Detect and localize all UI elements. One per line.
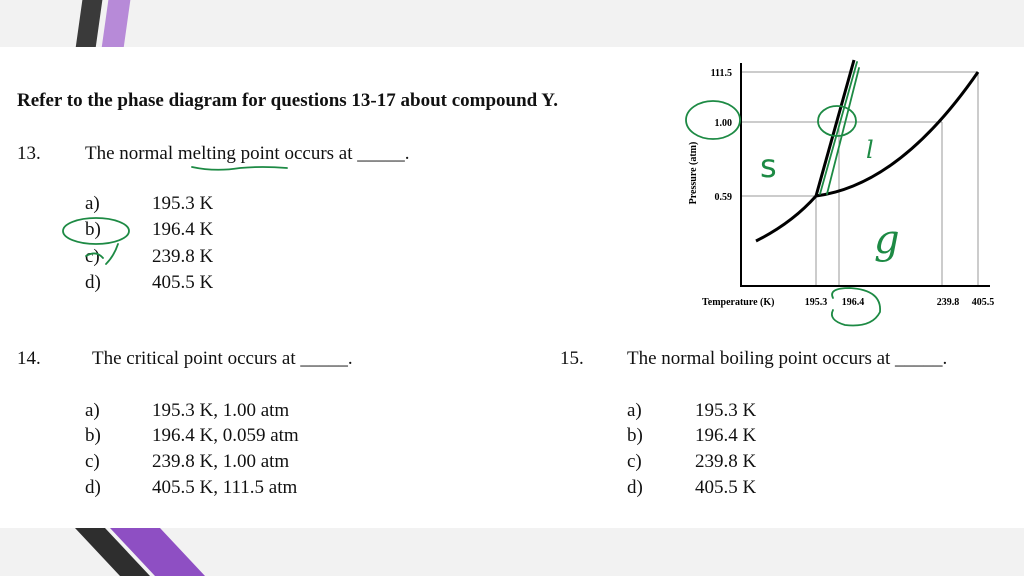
q15-option-c-text[interactable]: 239.8 K	[695, 451, 757, 472]
bottom-accent-stripes	[0, 528, 300, 576]
q14-option-d-text[interactable]: 405.5 K, 111.5 atm	[152, 477, 298, 498]
y-tick-0-59: 0.59	[714, 192, 732, 203]
vaporization-curve	[816, 72, 978, 196]
y-axis-label: Pressure (atm)	[688, 141, 699, 205]
q15-option-b-letter[interactable]: b)	[627, 425, 643, 446]
q14-option-b-letter[interactable]: b)	[85, 425, 101, 446]
x-tick-239-8: 239.8	[936, 297, 960, 308]
solid-region-label: s	[760, 147, 777, 185]
x-tick-405-5: 405.5	[971, 297, 995, 308]
x-axis-label: Temperature (K)	[702, 297, 775, 308]
top-accent-purple-bar	[102, 0, 131, 48]
q13-option-a-letter[interactable]: a)	[85, 193, 100, 214]
q13-option-d-text[interactable]: 405.5 K	[152, 272, 214, 293]
x-tick-196-4: 196.4	[841, 297, 865, 308]
y-tick-111-5: 111.5	[710, 68, 732, 79]
q14-option-a-text[interactable]: 195.3 K, 1.00 atm	[152, 400, 290, 421]
q15-option-a-letter[interactable]: a)	[627, 400, 642, 421]
liquid-region-label: l	[866, 136, 874, 164]
q14-option-c-letter[interactable]: c)	[85, 451, 100, 472]
instructions-heading: Refer to the phase diagram for questions 13-17 about compound Y.	[17, 90, 559, 111]
question-14-prompt: The critical point occurs at _____.	[92, 348, 353, 369]
q13-option-c-text[interactable]: 239.8 K	[152, 246, 214, 267]
q15-option-d-letter[interactable]: d)	[627, 477, 643, 498]
q15-option-d-text[interactable]: 405.5 K	[695, 477, 757, 498]
q13-option-c-letter[interactable]: c)	[85, 246, 100, 267]
phase-diagram	[680, 55, 1010, 320]
question-14-number: 14.	[17, 348, 41, 369]
gas-region-label: g	[874, 217, 900, 263]
q14-option-a-letter[interactable]: a)	[85, 400, 100, 421]
question-15-prompt: The normal boiling point occurs at _____.	[627, 348, 948, 369]
q15-option-b-text[interactable]: 196.4 K	[695, 425, 757, 446]
x-tick-195-3: 195.3	[804, 297, 828, 308]
q14-option-d-letter[interactable]: d)	[85, 477, 101, 498]
melting-curve	[816, 60, 854, 196]
q14-option-c-text[interactable]: 239.8 K, 1.00 atm	[152, 451, 290, 472]
q13-option-b-letter[interactable]: b)	[85, 219, 101, 240]
q15-option-c-letter[interactable]: c)	[627, 451, 642, 472]
q13-option-d-letter[interactable]: d)	[85, 272, 101, 293]
q13-option-b-text[interactable]: 196.4 K	[152, 219, 214, 240]
question-15-number: 15.	[560, 348, 584, 369]
y-tick-1-00: 1.00	[714, 118, 732, 129]
question-13-number: 13.	[17, 143, 41, 164]
q13-option-a-text[interactable]: 195.3 K	[152, 193, 214, 214]
sublimation-curve	[756, 196, 816, 241]
top-accent-dark-bar	[76, 0, 103, 48]
q14-option-b-text[interactable]: 196.4 K, 0.059 atm	[152, 425, 299, 446]
question-13-prompt: The normal melting point occurs at _____.	[85, 143, 410, 164]
q15-option-a-text[interactable]: 195.3 K	[695, 400, 757, 421]
